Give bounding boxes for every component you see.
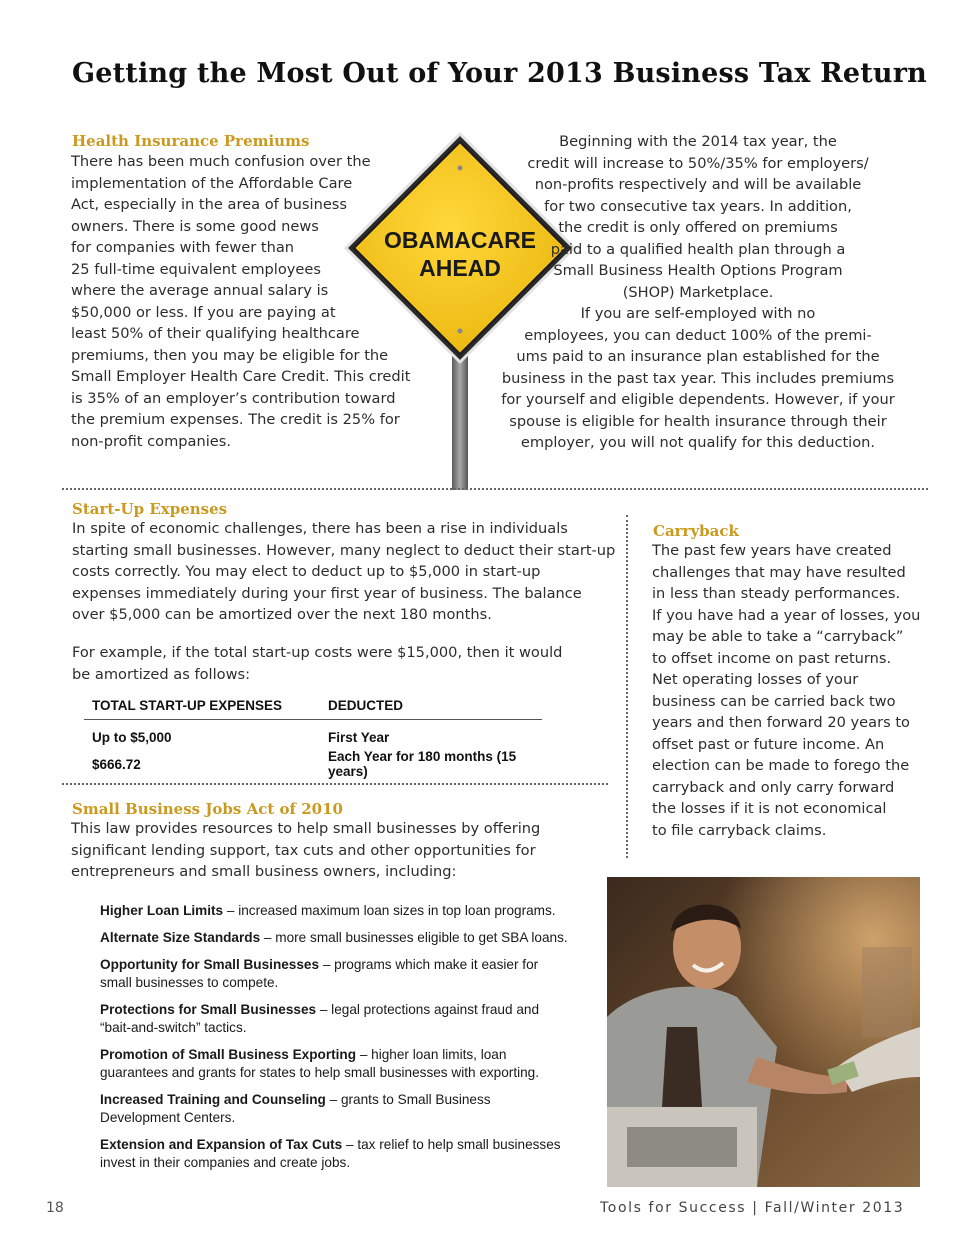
section-divider-middle <box>62 783 608 785</box>
table-cell: Each Year for 180 months (15 years) <box>328 749 517 779</box>
startup-example-text <box>72 642 562 685</box>
table-header-total: TOTAL START-UP EXPENSES <box>84 698 320 720</box>
list-item-title: Protections for Small Businesses <box>100 1002 317 1017</box>
health-insurance-heading: Health Insurance Premiums <box>72 132 310 150</box>
list-item-description: – higher loan limits, loan guarantees and grants for states to help small businesses with exporting. <box>100 1047 540 1080</box>
publication-footer: Tools for Success | Fall/Winter 2013 <box>600 1200 905 1216</box>
text-line: Small Employer Health Care Credit. This credit <box>71 368 411 385</box>
text-line: for yourself and eligible dependents. However, if your <box>501 391 895 408</box>
text-line: Beginning with the 2014 tax year, the <box>559 133 837 150</box>
shop-owner-photo <box>607 877 920 1187</box>
text-line: starting small businesses. However, many neglect to deduct their start-up <box>72 541 616 559</box>
text-line: costs correctly. You may elect to deduct up to $5,000 in start-up <box>72 563 541 580</box>
text-line: to offset income on past returns. <box>652 649 892 667</box>
text-line: expenses immediately during your first year of business. The balance <box>72 584 582 602</box>
text-line: employer, you will not qualify for this deduction. <box>520 434 876 451</box>
list-item-description: – legal protections against fraud and “bait-and-switch” tactics. <box>100 1002 539 1035</box>
text-line: If you are self-employed with no <box>580 305 816 322</box>
table-cell: First Year <box>328 730 390 745</box>
text-line: owners. There is some good news <box>71 217 319 235</box>
text-line: business can be carried back two <box>652 692 896 710</box>
list-item <box>100 1001 570 1037</box>
text-line: spouse is eligible for health insurance through their <box>509 412 887 430</box>
text-line: carryback and only carry forward <box>652 778 895 796</box>
text-line: business in the past tax year. This includes premiums <box>501 369 895 387</box>
text-line: (SHOP) Marketplace. <box>622 283 774 301</box>
list-item <box>100 929 570 947</box>
list-item-description: – programs which make it easier for small businesses to compete. <box>100 957 539 990</box>
text-line: Small Business Health Options Program <box>553 262 843 279</box>
list-item-description: – increased maximum loan sizes in top loan programs. <box>223 903 556 918</box>
text-line: paid to a qualified health plan through a <box>550 240 846 258</box>
text-line: non-profit companies. <box>71 432 232 450</box>
jobs-act-heading: Small Business Jobs Act of 2010 <box>72 800 343 818</box>
page-title: Getting the Most Out of Your 2013 Business Tax Return <box>72 58 927 89</box>
table-header-deducted: DEDUCTED <box>320 698 542 720</box>
table-row <box>84 720 542 746</box>
health-insurance-right-text <box>498 131 898 454</box>
text-line: is 35% of an employer’s contribution toward <box>71 389 396 407</box>
text-line: The past few years have created <box>652 542 892 559</box>
table-cell: Up to $5,000 <box>92 730 172 745</box>
table-row <box>84 745 542 779</box>
text-line: $50,000 or less. If you are paying at <box>71 303 336 321</box>
text-line: election can be made to forego the <box>652 757 910 774</box>
text-line: may be able to take a “carryback” <box>652 628 904 645</box>
text-line: offset past or future income. An <box>652 735 885 753</box>
text-line: years and then forward 20 years to <box>652 714 910 731</box>
list-item-title: Extension and Expansion of Tax Cuts <box>100 1137 343 1152</box>
text-line: employees, you can deduct 100% of the premi- <box>524 326 872 344</box>
text-line: 25 full-time equivalent employees <box>71 260 321 278</box>
text-line: the premium expenses. The credit is 25% for <box>71 411 400 428</box>
list-item-title: Opportunity for Small Businesses <box>100 957 320 972</box>
list-item-description: – more small businesses eligible to get SBA loans. <box>260 930 568 945</box>
text-line: to file carryback claims. <box>652 821 827 839</box>
list-item-description: – tax relief to help small businesses invest in their companies and create jobs. <box>100 1137 561 1170</box>
table-cell: $666.72 <box>92 756 141 772</box>
text-line: the losses if it is not economical <box>652 800 887 817</box>
text-line: for two consecutive tax years. In addition, <box>544 197 852 215</box>
list-item <box>100 956 570 992</box>
section-divider-top <box>62 488 928 490</box>
list-item-title: Higher Loan Limits <box>100 903 224 918</box>
startup-expenses-table <box>84 698 542 779</box>
text-line: In spite of economic challenges, there has been a rise in individuals <box>72 520 568 537</box>
carryback-heading: Carryback <box>653 522 739 540</box>
text-line: the credit is only offered on premiums <box>558 219 838 236</box>
text-line: implementation of the Affordable Care <box>71 174 353 192</box>
text-line: in less than steady performances. <box>652 585 901 602</box>
list-item <box>100 902 570 920</box>
text-line: If you have had a year of losses, you <box>652 606 921 624</box>
sign-text-line1: OBAMACARE <box>383 227 537 253</box>
list-item <box>100 1091 570 1127</box>
text-line: Net operating losses of your <box>652 671 859 688</box>
jobs-act-intro-text <box>71 818 540 883</box>
text-line: least 50% of their qualifying healthcare <box>71 325 360 342</box>
list-item-title: Promotion of Small Business Exporting <box>100 1047 357 1062</box>
text-line: be amortized as follows: <box>72 665 251 683</box>
text-line: This law provides resources to help small businesses by offering <box>71 820 541 837</box>
text-line: entrepreneurs and small business owners, including: <box>71 863 457 880</box>
text-line: challenges that may have resulted <box>652 563 906 581</box>
startup-expenses-heading: Start-Up Expenses <box>72 500 228 518</box>
list-item-title: Increased Training and Counseling <box>100 1092 326 1107</box>
carryback-text <box>652 540 920 841</box>
list-item-description: – grants to Small Business Development Centers. <box>100 1092 491 1125</box>
text-line: credit will increase to 50%/35% for employers/ <box>527 154 869 172</box>
text-line: Act, especially in the area of business <box>71 196 348 213</box>
page-number: 18 <box>46 1200 64 1216</box>
text-line: significant lending support, tax cuts and other opportunities for <box>71 841 536 859</box>
list-item-title: Alternate Size Standards <box>100 930 261 945</box>
text-line: ums paid to an insurance plan established for the <box>516 348 880 365</box>
text-line: over $5,000 can be amortized over the next 180 months. <box>72 606 492 623</box>
startup-expenses-text <box>72 518 615 626</box>
text-line: for companies with fewer than <box>71 239 295 256</box>
text-line: For example, if the total start-up costs were $15,000, then it would <box>72 644 563 661</box>
text-line: where the average annual salary is <box>71 282 329 299</box>
list-item <box>100 1046 570 1082</box>
column-divider <box>626 515 628 858</box>
list-item <box>100 1136 570 1172</box>
jobs-act-list <box>100 902 570 1181</box>
sign-text-line2: AHEAD <box>419 255 501 281</box>
text-line: non-profits respectively and will be available <box>534 176 862 193</box>
text-line: premiums, then you may be eligible for the <box>71 346 389 364</box>
text-line: There has been much confusion over the <box>71 153 371 170</box>
